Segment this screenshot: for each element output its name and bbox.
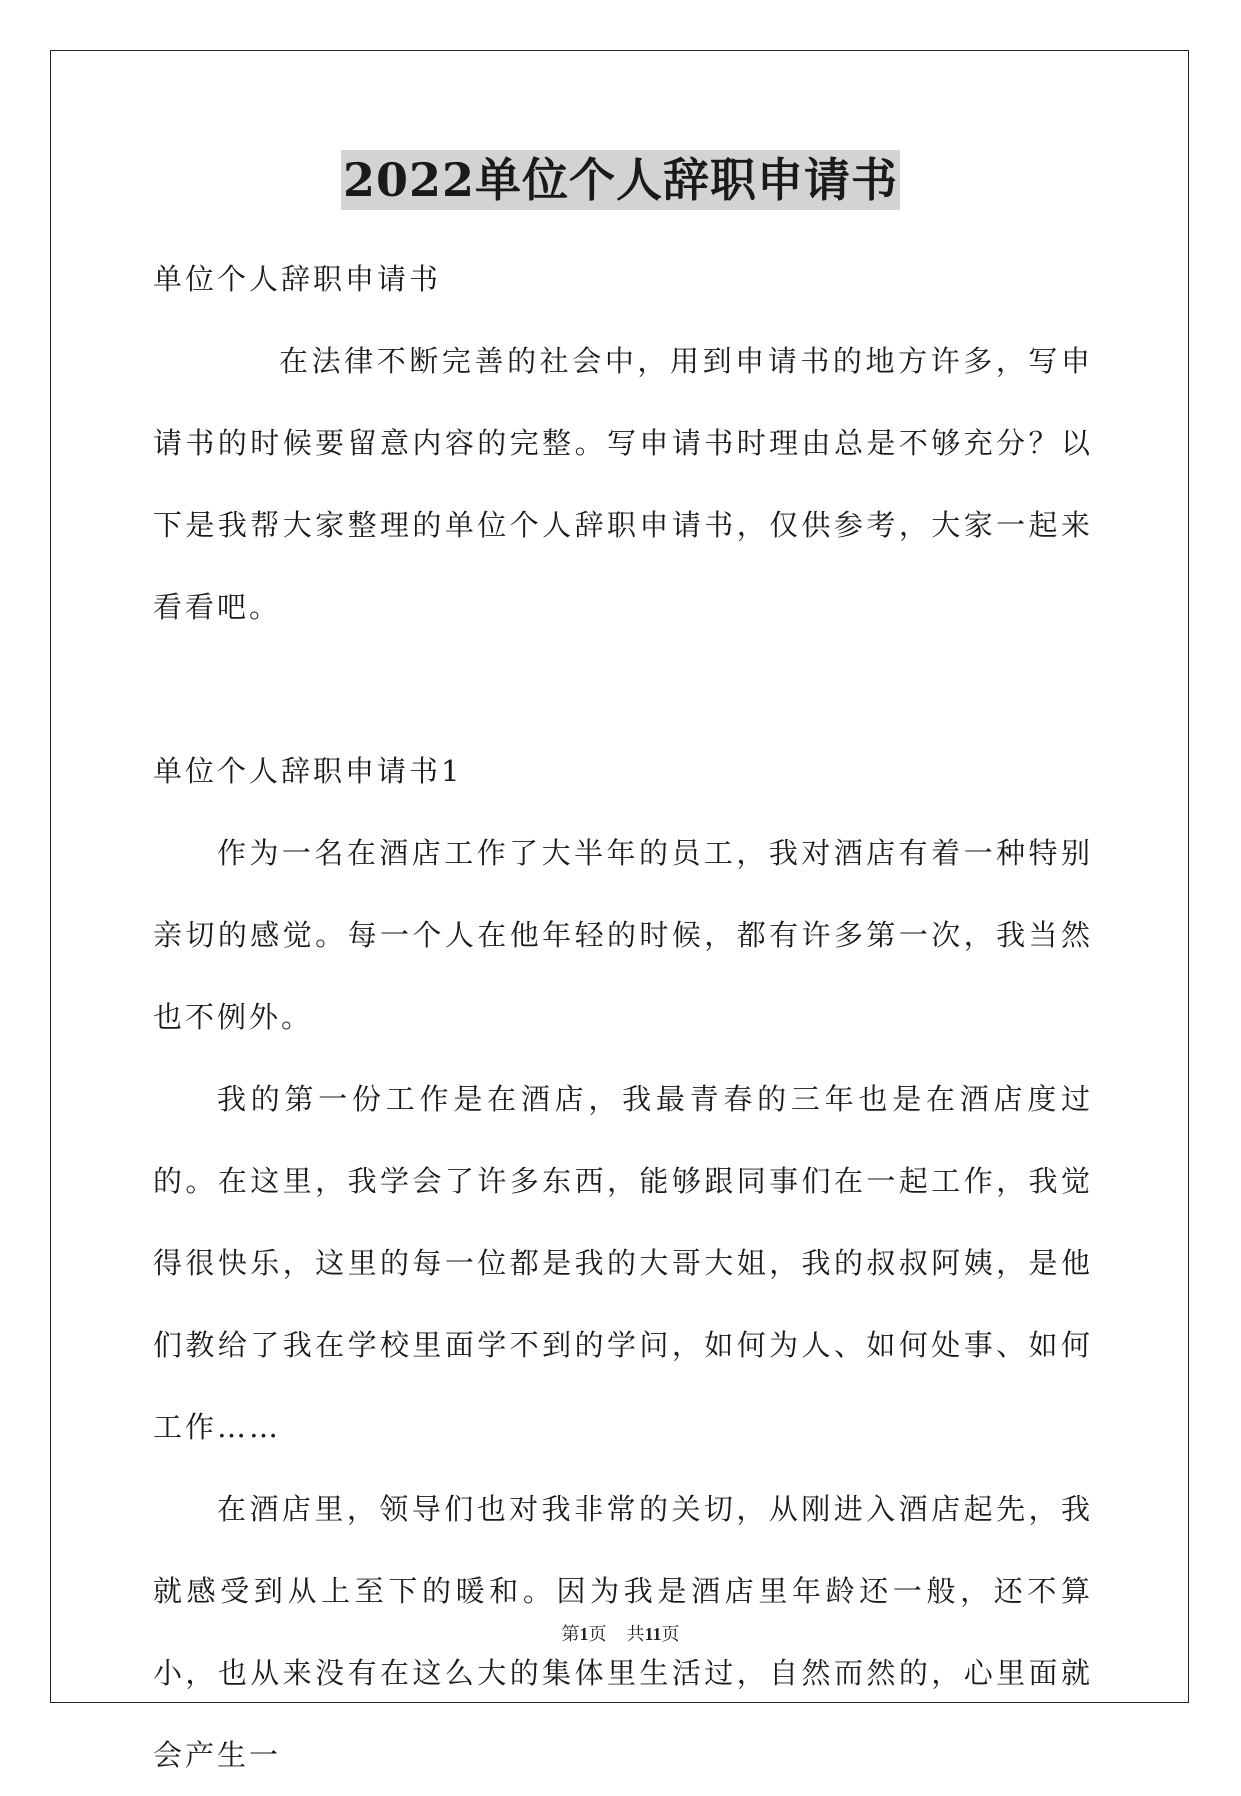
body-paragraph: 在酒店里，领导们也对我非常的关切，从刚进入酒店起先，我就感受到从上至下的暖和。因为我是酒店里年龄还一般，还不算小，也从来没有在这么大的集体里生活过，自然而然的，心里面就会产生一 — [153, 1492, 1093, 1772]
paragraph-gap — [153, 648, 1093, 730]
body-paragraph: 作为一名在酒店工作了大半年的员工，我对酒店有着一种特别亲切的感觉。每一个人在他年轻的时候，都有许多第一次，我当然也不例外。 — [153, 836, 1093, 1034]
section-heading: 单位个人辞职申请书1 — [153, 754, 463, 788]
document-body — [153, 238, 1093, 1796]
page-suffix: 页 — [588, 1624, 607, 1644]
total-suffix: 页 — [661, 1624, 680, 1644]
body-paragraph: 我的第一份工作是在酒店，我最青春的三年也是在酒店度过的。在这里，我学会了许多东西，能够跟同事们在一起工作，我觉得很快乐，这里的每一位都是我的大哥大姐，我的叔叔阿姨，是他们教给了我在学校里面学不到的学问，如何为人、如何处事、如何工作…… — [153, 1082, 1093, 1444]
subtitle: 单位个人辞职申请书 — [153, 262, 442, 296]
intro-paragraph: 在法律不断完善的社会中，用到申请书的地方许多，写申请书的时候要留意内容的完整。写申请书时理由总是不够充分？以下是我帮大家整理的单位个人辞职申请书，仅供参考，大家一起来看看吧。 — [153, 344, 1093, 624]
page-prefix: 第 — [561, 1624, 580, 1644]
total-pages: 11 — [644, 1624, 662, 1644]
page-footer — [0, 1620, 1241, 1646]
title-container — [0, 150, 1241, 210]
page-number: 1 — [579, 1624, 589, 1644]
total-prefix: 共 — [626, 1624, 645, 1644]
document-title[interactable]: 2022单位个人辞职申请书 — [341, 150, 900, 210]
